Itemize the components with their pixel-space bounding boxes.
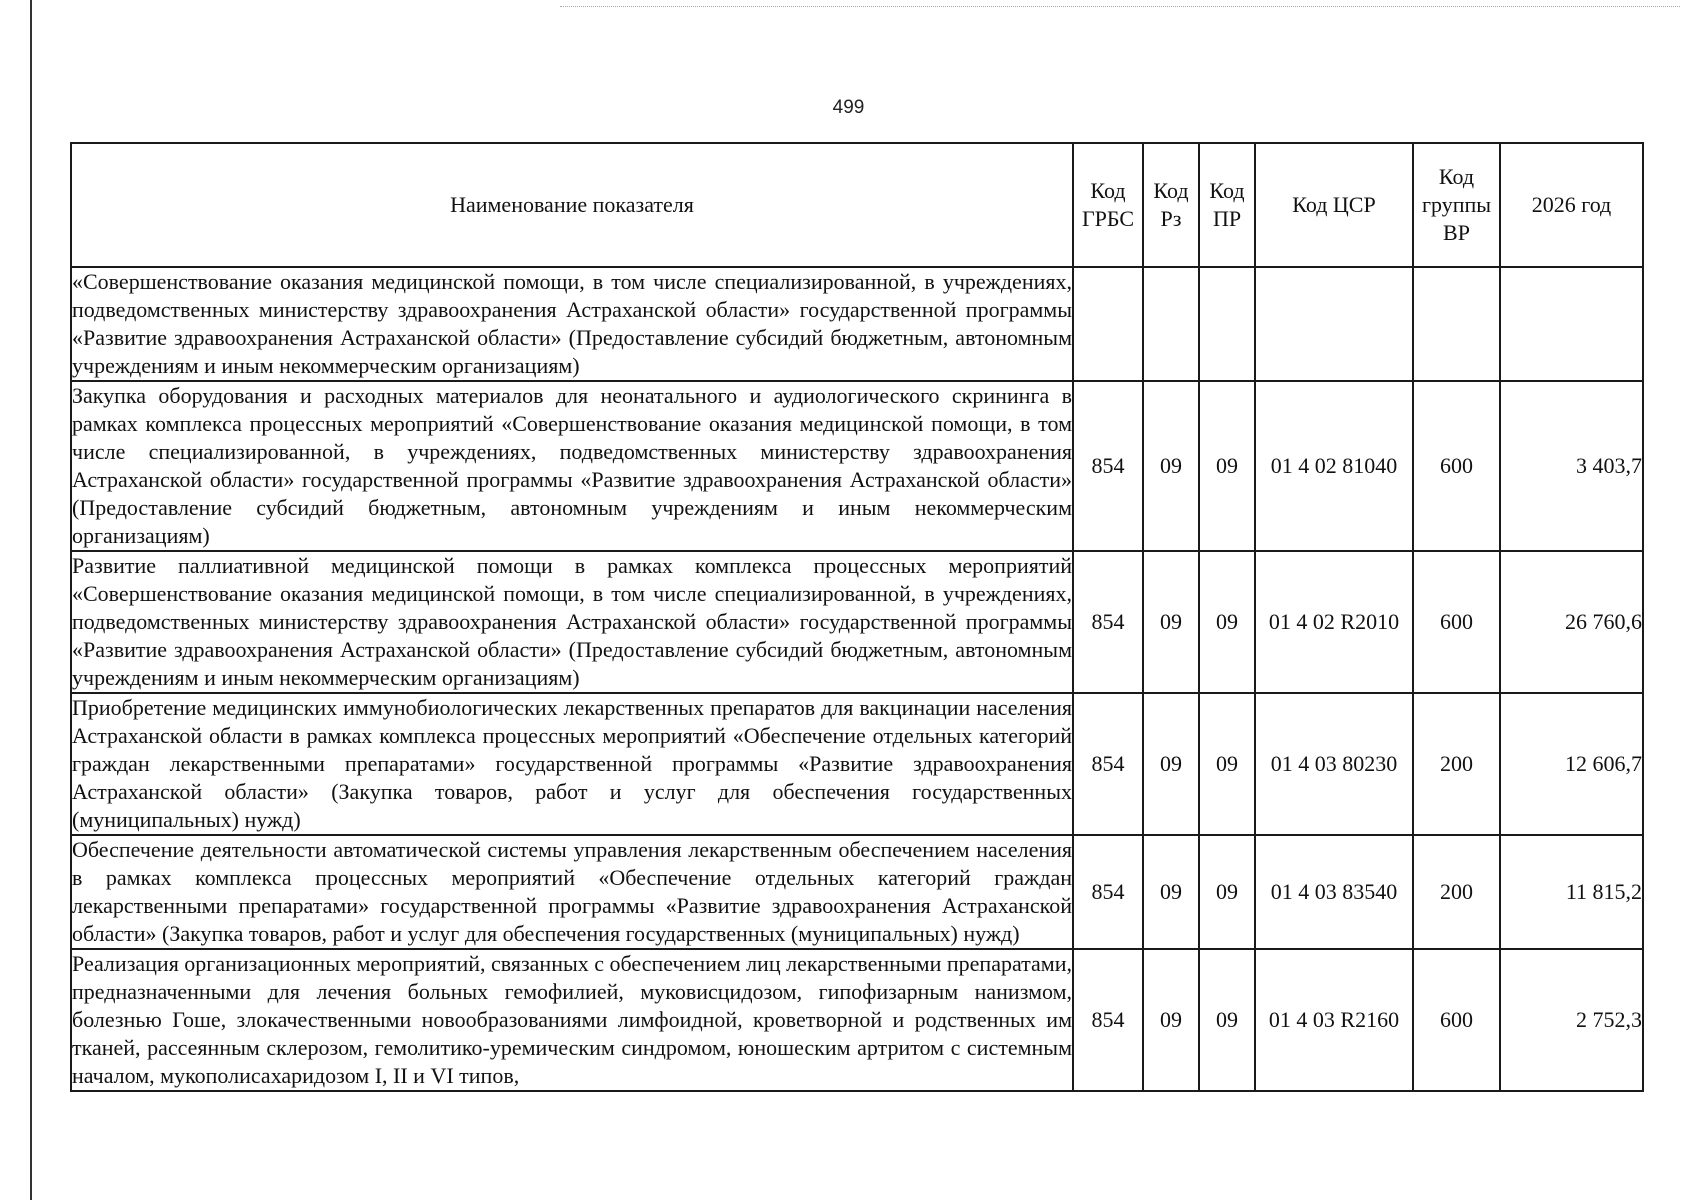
row-grbs: 854 [1073, 381, 1143, 551]
row-amount: 3 403,7 [1500, 381, 1643, 551]
row-pr: 09 [1199, 381, 1255, 551]
row-vr: 600 [1413, 949, 1500, 1091]
row-amount: 2 752,3 [1500, 949, 1643, 1091]
table-row [71, 835, 1643, 949]
row-grbs: 854 [1073, 551, 1143, 693]
row-name: Обеспечение деятельности автоматической системы управления лекарственным обеспечением населения в рамках комплекса процессных мероприятий «Обеспечение отдельных категорий граждан лекарственными препаратами» государственной программы «Развитие здравоохранения Астраханской области» (Закупка товаров, работ и услуг для обеспечения государственных (муниципальных) нужд) [71, 835, 1073, 949]
row-csr: 01 4 03 83540 [1255, 835, 1413, 949]
row-pr: 09 [1199, 949, 1255, 1091]
table-row [71, 267, 1643, 381]
row-vr: 200 [1413, 835, 1500, 949]
row-csr: 01 4 03 80230 [1255, 693, 1413, 835]
row-name: Развитие паллиативной медицинской помощи в рамках комплекса процессных мероприятий «Совершенствование оказания медицинской помощи, в том числе специализированной, в учреждениях, подведомственных министерству здравоохранения Астраханской области» государственной программы «Развитие здравоохранения Астраханской области» (Предоставление субсидий бюджетным, автономным учреждениям и иным некоммерческим организациям) [71, 551, 1073, 693]
table-row [71, 693, 1643, 835]
row-vr: 600 [1413, 381, 1500, 551]
row-pr: 09 [1199, 835, 1255, 949]
row-pr [1199, 267, 1255, 381]
row-name: «Совершенствование оказания медицинской помощи, в том числе специализированной, в учреждениях, подведомственных министерству здравоохранения Астраханской области» государственной программы «Развитие здравоохранения Астраханской области» (Предоставление субсидий бюджетным, автономным учреждениям и иным некоммерческим организациям) [71, 267, 1073, 381]
row-rz: 09 [1143, 949, 1199, 1091]
header-vr: Код группы ВР [1413, 143, 1500, 267]
row-name: Приобретение медицинских иммунобиологических лекарственных препаратов для вакцинации населения Астраханской области в рамках комплекса процессных мероприятий «Обеспечение отдельных категорий граждан лекарственными препаратами» государственной программы «Развитие здравоохранения Астраханской области» (Закупка товаров, работ и услуг для обеспечения государственных (муниципальных) нужд) [71, 693, 1073, 835]
table-row [71, 381, 1643, 551]
page-number: 499 [832, 97, 865, 118]
row-csr [1255, 267, 1413, 381]
row-rz [1143, 267, 1199, 381]
row-pr: 09 [1199, 551, 1255, 693]
row-amount: 26 760,6 [1500, 551, 1643, 693]
row-name: Закупка оборудования и расходных материалов для неонатального и аудиологического скрининга в рамках комплекса процессных мероприятий «Совершенствование оказания медицинской помощи, в том числе специализированной, в учреждениях, подведомственных министерству здравоохранения Астраханской области» государственной программы «Развитие здравоохранения Астраханской области» (Предоставление субсидий бюджетным, автономным учреждениям и иным некоммерческим организациям) [71, 381, 1073, 551]
row-rz: 09 [1143, 381, 1199, 551]
row-rz: 09 [1143, 693, 1199, 835]
table-row [71, 949, 1643, 1091]
row-vr [1413, 267, 1500, 381]
table-header-row [71, 143, 1643, 267]
row-grbs [1073, 267, 1143, 381]
header-rz: Код Рз [1143, 143, 1199, 267]
header-name: Наименование показателя [71, 143, 1073, 267]
row-pr: 09 [1199, 693, 1255, 835]
row-vr: 200 [1413, 693, 1500, 835]
header-csr: Код ЦСР [1255, 143, 1413, 267]
row-grbs: 854 [1073, 835, 1143, 949]
row-csr: 01 4 02 81040 [1255, 381, 1413, 551]
scan-top-artifact [560, 6, 1680, 7]
row-csr: 01 4 02 R2010 [1255, 551, 1413, 693]
row-grbs: 854 [1073, 949, 1143, 1091]
row-amount: 12 606,7 [1500, 693, 1643, 835]
page-margin-rule [30, 0, 32, 1200]
row-csr: 01 4 03 R2160 [1255, 949, 1413, 1091]
row-vr: 600 [1413, 551, 1500, 693]
table-row [71, 551, 1643, 693]
header-grbs: Код ГРБС [1073, 143, 1143, 267]
row-amount: 11 815,2 [1500, 835, 1643, 949]
header-pr: Код ПР [1199, 143, 1255, 267]
row-rz: 09 [1143, 835, 1199, 949]
row-amount [1500, 267, 1643, 381]
budget-table [70, 142, 1644, 1092]
header-year: 2026 год [1500, 143, 1643, 267]
row-name: Реализация организационных мероприятий, связанных с обеспечением лиц лекарственными препаратами, предназначенными для лечения больных гемофилией, муковисцидозом, гипофизарным нанизмом, болезнью Гоше, злокачественными новообразованиями лимфоидной, кроветворной и родственных им тканей, рассеянным склерозом, гемолитико-уремическим синдромом, юношеским артритом с системным началом, мукополисахаридозом I, II и VI типов, [71, 949, 1073, 1091]
row-grbs: 854 [1073, 693, 1143, 835]
row-rz: 09 [1143, 551, 1199, 693]
